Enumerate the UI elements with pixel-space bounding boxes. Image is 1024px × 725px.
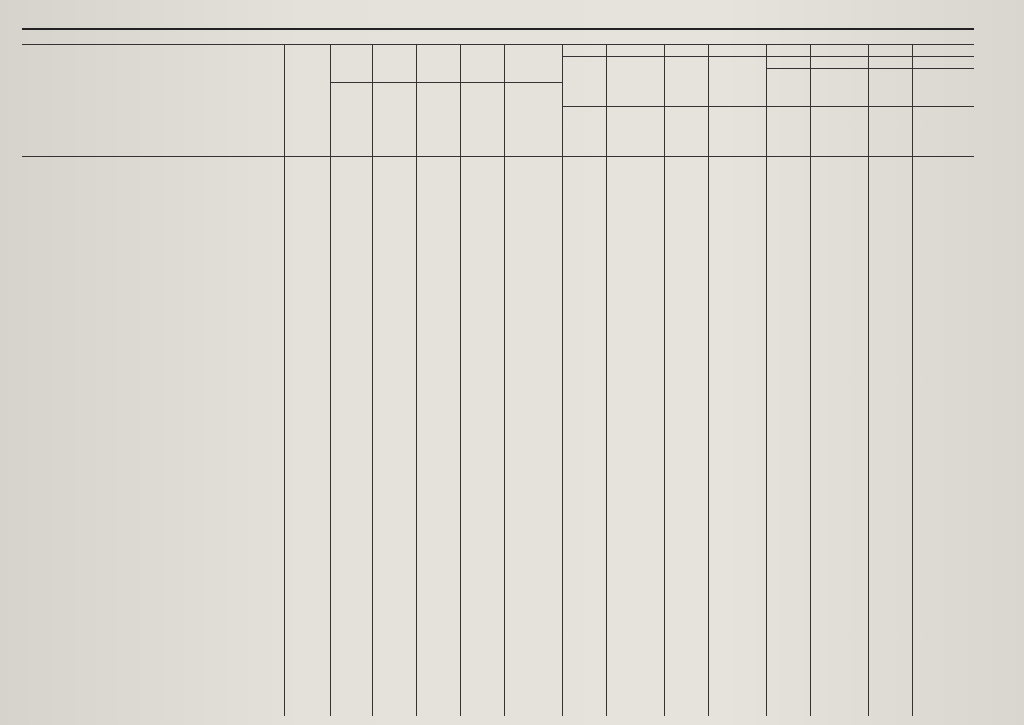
- col-divider: [766, 44, 767, 716]
- col-divider: [372, 44, 373, 716]
- col-divider: [606, 44, 607, 716]
- header-subrule: [330, 82, 416, 83]
- header-rule: [22, 28, 974, 30]
- header-subrule: [562, 56, 974, 57]
- col-divider: [912, 44, 913, 716]
- col-divider: [708, 44, 709, 716]
- table-top-rule: [22, 44, 974, 45]
- header-subrule: [562, 106, 974, 107]
- col-divider: [416, 44, 417, 716]
- col-divider: [504, 44, 505, 716]
- col-divider: [330, 44, 331, 716]
- col-divider: [562, 44, 563, 716]
- statistics-table: [22, 44, 974, 716]
- col-divider: [284, 44, 285, 716]
- col-divider: [868, 44, 869, 716]
- header-subrule: [766, 68, 974, 69]
- table-header-rule: [22, 156, 974, 157]
- col-divider: [460, 44, 461, 716]
- col-divider: [810, 44, 811, 716]
- header-subrule: [416, 82, 562, 83]
- col-divider: [664, 44, 665, 716]
